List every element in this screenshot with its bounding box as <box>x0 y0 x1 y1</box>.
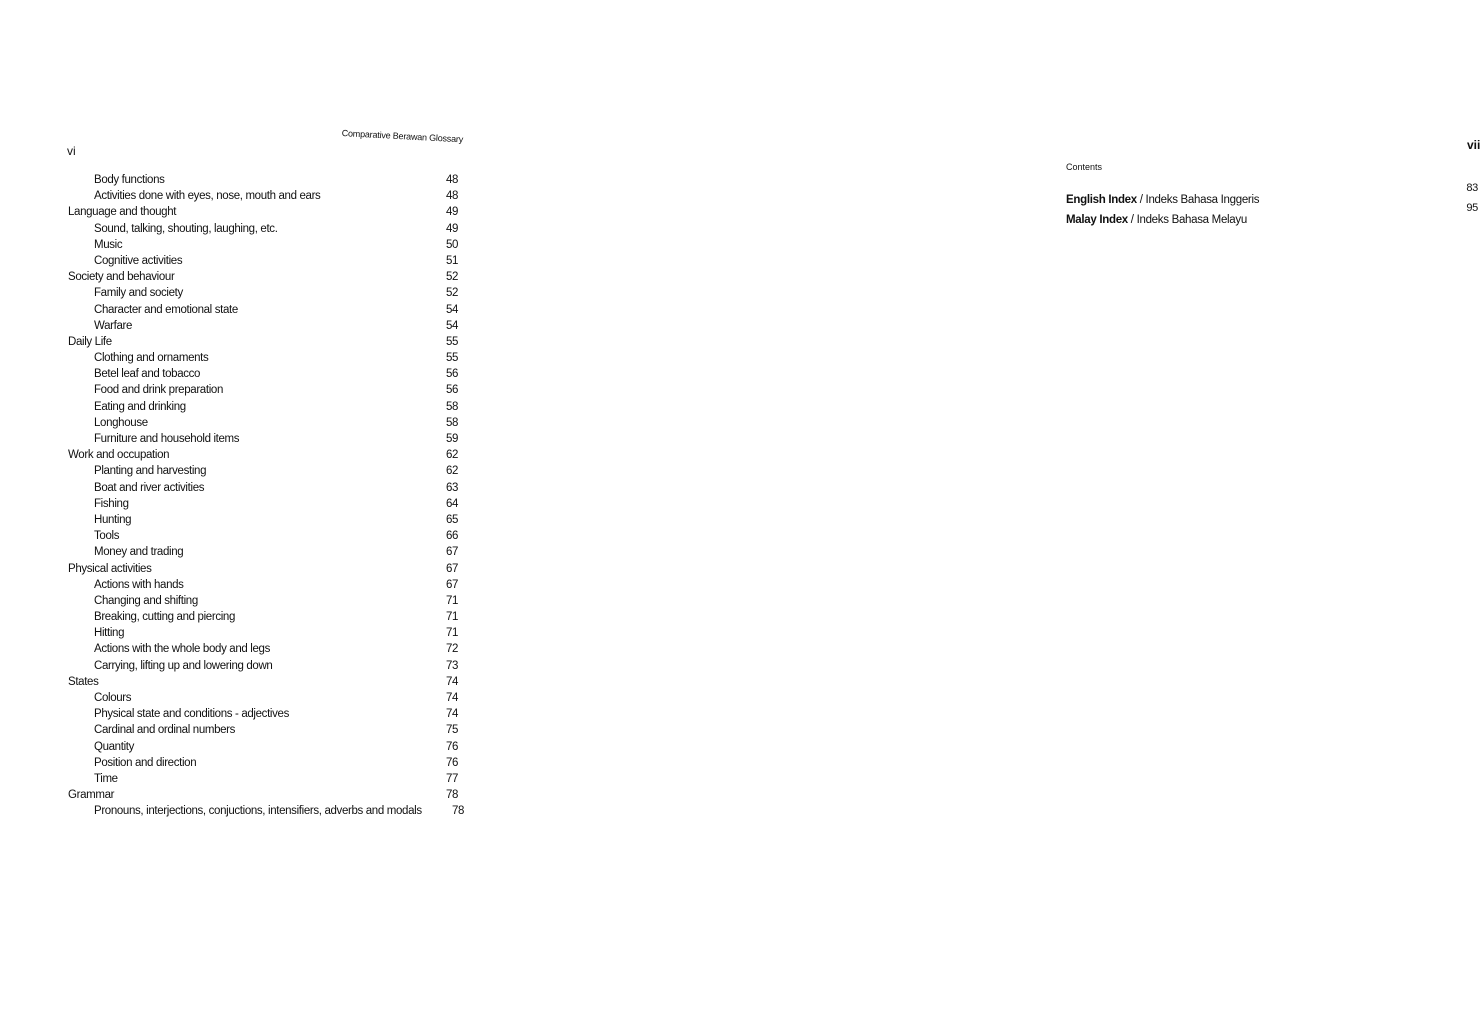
toc-page-number: 67 <box>446 578 459 591</box>
toc-entry-title: Warfare <box>94 319 133 332</box>
toc-subsection <box>66 302 470 318</box>
toc-page-number: 58 <box>446 400 459 413</box>
toc-subsection <box>66 285 470 301</box>
toc-subsection <box>66 399 470 415</box>
toc-subsection <box>66 221 470 237</box>
toc-entry-title: Carrying, lifting up and lowering down <box>94 659 273 672</box>
toc-entry-title: Language and thought <box>68 206 177 219</box>
toc-entry-title: Activities done with eyes, nose, mouth and ears <box>94 190 321 203</box>
toc-page-number: 66 <box>446 530 459 543</box>
toc-page-number: 78 <box>452 805 465 818</box>
toc-page-number: 50 <box>446 238 459 251</box>
toc-subsection <box>66 544 470 560</box>
toc-entry-title: Pronouns, interjections, conjuctions, intensifiers, adverbs and modals <box>94 805 422 818</box>
toc-page-number: 48 <box>446 190 459 203</box>
toc-subsection <box>66 512 470 528</box>
toc-page-number: 76 <box>446 740 459 753</box>
toc-entry-title: Breaking, cutting and piercing <box>94 611 236 624</box>
toc-entry-title: Physical state and conditions - adjectives <box>94 708 289 721</box>
index-page-number: 95 <box>1466 202 1478 214</box>
toc-entry-title: Hunting <box>94 513 132 526</box>
index-subtitle: / Indeks Bahasa Melayu <box>1127 214 1247 226</box>
toc-page-number: 58 <box>446 416 459 429</box>
toc-subsection <box>66 382 470 398</box>
toc-subsection <box>66 803 470 819</box>
index-entry <box>1066 182 1480 210</box>
table-of-contents <box>66 172 470 820</box>
toc-subsection <box>66 253 470 269</box>
toc-subsection <box>66 463 470 479</box>
toc-entry-title: Quantity <box>94 740 135 753</box>
toc-entry-title: Physical activities <box>68 562 152 575</box>
toc-page-number: 74 <box>446 692 459 704</box>
toc-page-number: 54 <box>446 303 459 316</box>
toc-page-number: 51 <box>446 254 459 267</box>
toc-page-number: 67 <box>446 562 459 575</box>
toc-page-number: 62 <box>446 465 459 478</box>
toc-entry-title: Time <box>94 772 118 785</box>
toc-page-number: 71 <box>446 594 459 607</box>
right-page <box>512 0 1480 1024</box>
contents-label: Contents <box>1066 162 1103 172</box>
toc-subsection <box>66 172 470 188</box>
toc-entry-title: Grammar <box>68 789 115 802</box>
toc-page-number: 76 <box>446 756 459 769</box>
toc-subsection <box>66 188 470 204</box>
toc-subsection <box>66 593 470 609</box>
toc-entry-title: Cognitive activities <box>94 254 183 267</box>
toc-subsection <box>66 480 470 496</box>
toc-page-number: 78 <box>446 789 459 802</box>
toc-subsection <box>66 755 470 771</box>
running-head: Comparative Berawan Glossary <box>341 128 464 145</box>
index-list <box>1066 182 1480 230</box>
toc-section <box>66 204 470 220</box>
toc-subsection <box>66 577 470 593</box>
toc-entry-title: Society and behaviour <box>68 271 175 284</box>
toc-entry-title: Sound, talking, shouting, laughing, etc. <box>94 222 278 235</box>
toc-page-number: 56 <box>446 368 459 381</box>
toc-page-number: 71 <box>446 611 459 624</box>
toc-entry-title: Hitting <box>94 627 125 640</box>
toc-page-number: 64 <box>446 497 459 510</box>
toc-entry-title: Cardinal and ordinal numbers <box>94 724 236 737</box>
toc-section <box>66 674 470 690</box>
toc-page-number: 55 <box>446 335 459 348</box>
toc-entry-title: Daily Life <box>68 335 112 348</box>
toc-page-number: 75 <box>446 724 459 737</box>
page-number: vii <box>1467 138 1480 152</box>
toc-entry-title: Clothing and ornaments <box>94 352 209 365</box>
toc-entry-title: Actions with the whole body and legs <box>94 643 270 656</box>
toc-entry-title: Fishing <box>94 497 129 510</box>
toc-subsection <box>66 528 470 544</box>
toc-section <box>66 561 470 577</box>
toc-page-number: 48 <box>446 174 459 186</box>
toc-page-number: 55 <box>446 352 459 365</box>
toc-entry-title: Family and society <box>94 287 183 300</box>
toc-entry-title: Body functions <box>94 174 165 186</box>
toc-entry-title: Position and direction <box>94 756 197 769</box>
toc-subsection <box>66 415 470 431</box>
toc-page-number: 65 <box>446 513 459 526</box>
toc-subsection <box>66 658 470 674</box>
toc-entry-title: Work and occupation <box>68 449 170 462</box>
toc-page-number: 63 <box>446 481 459 494</box>
toc-subsection <box>66 237 470 253</box>
toc-subsection <box>66 722 470 738</box>
index-entry <box>1066 202 1480 230</box>
toc-page-number: 52 <box>446 271 459 284</box>
index-page-number: 83 <box>1466 182 1478 194</box>
toc-page-number: 62 <box>446 449 459 462</box>
toc-subsection <box>66 496 470 512</box>
index-title: Malay Index <box>1066 214 1128 226</box>
toc-entry-title: Music <box>94 238 123 251</box>
toc-entry-title: Boat and river activities <box>94 481 205 494</box>
toc-entry-title: Colours <box>94 692 132 704</box>
toc-subsection <box>66 609 470 625</box>
toc-page-number: 59 <box>446 433 459 445</box>
toc-page-number: 74 <box>446 675 459 688</box>
page-number: vi <box>67 144 76 158</box>
toc-entry-title: Food and drink preparation <box>94 384 223 397</box>
toc-subsection <box>66 318 470 334</box>
index-subtitle: / Indeks Bahasa Inggeris <box>1136 194 1260 206</box>
toc-entry-title: Longhouse <box>94 416 148 429</box>
toc-section <box>66 334 470 350</box>
toc-page-number: 73 <box>446 659 459 672</box>
toc-subsection <box>66 350 470 366</box>
toc-page-number: 49 <box>446 206 459 219</box>
toc-entry-title: Furniture and household items <box>94 433 240 445</box>
toc-section <box>66 447 470 463</box>
toc-subsection <box>66 625 470 641</box>
toc-page-number: 77 <box>446 772 459 785</box>
toc-entry-title: Actions with hands <box>94 578 184 591</box>
toc-entry-title: Tools <box>94 530 120 543</box>
toc-page-number: 49 <box>446 222 459 235</box>
toc-subsection <box>66 366 470 382</box>
toc-page-number: 67 <box>446 546 459 559</box>
toc-subsection <box>66 706 470 722</box>
toc-subsection <box>66 739 470 755</box>
index-title: English Index <box>1066 194 1137 206</box>
toc-entry-title: States <box>68 675 99 688</box>
toc-subsection <box>66 690 470 706</box>
toc-page-number: 71 <box>446 627 459 640</box>
left-page <box>0 0 512 1024</box>
toc-page-number: 54 <box>446 319 459 332</box>
toc-subsection <box>66 431 470 447</box>
toc-entry-title: Money and trading <box>94 546 184 559</box>
toc-entry-title: Betel leaf and tobacco <box>94 368 201 381</box>
toc-page-number: 74 <box>446 708 459 721</box>
toc-section <box>66 787 470 803</box>
toc-subsection <box>66 641 470 657</box>
toc-entry-title: Changing and shifting <box>94 594 198 607</box>
toc-entry-title: Eating and drinking <box>94 400 186 413</box>
toc-page-number: 56 <box>446 384 459 397</box>
toc-entry-title: Character and emotional state <box>94 303 238 316</box>
toc-page-number: 52 <box>446 287 459 300</box>
toc-section <box>66 269 470 285</box>
toc-page-number: 72 <box>446 643 459 656</box>
toc-subsection <box>66 771 470 787</box>
toc-entry-title: Planting and harvesting <box>94 465 207 478</box>
